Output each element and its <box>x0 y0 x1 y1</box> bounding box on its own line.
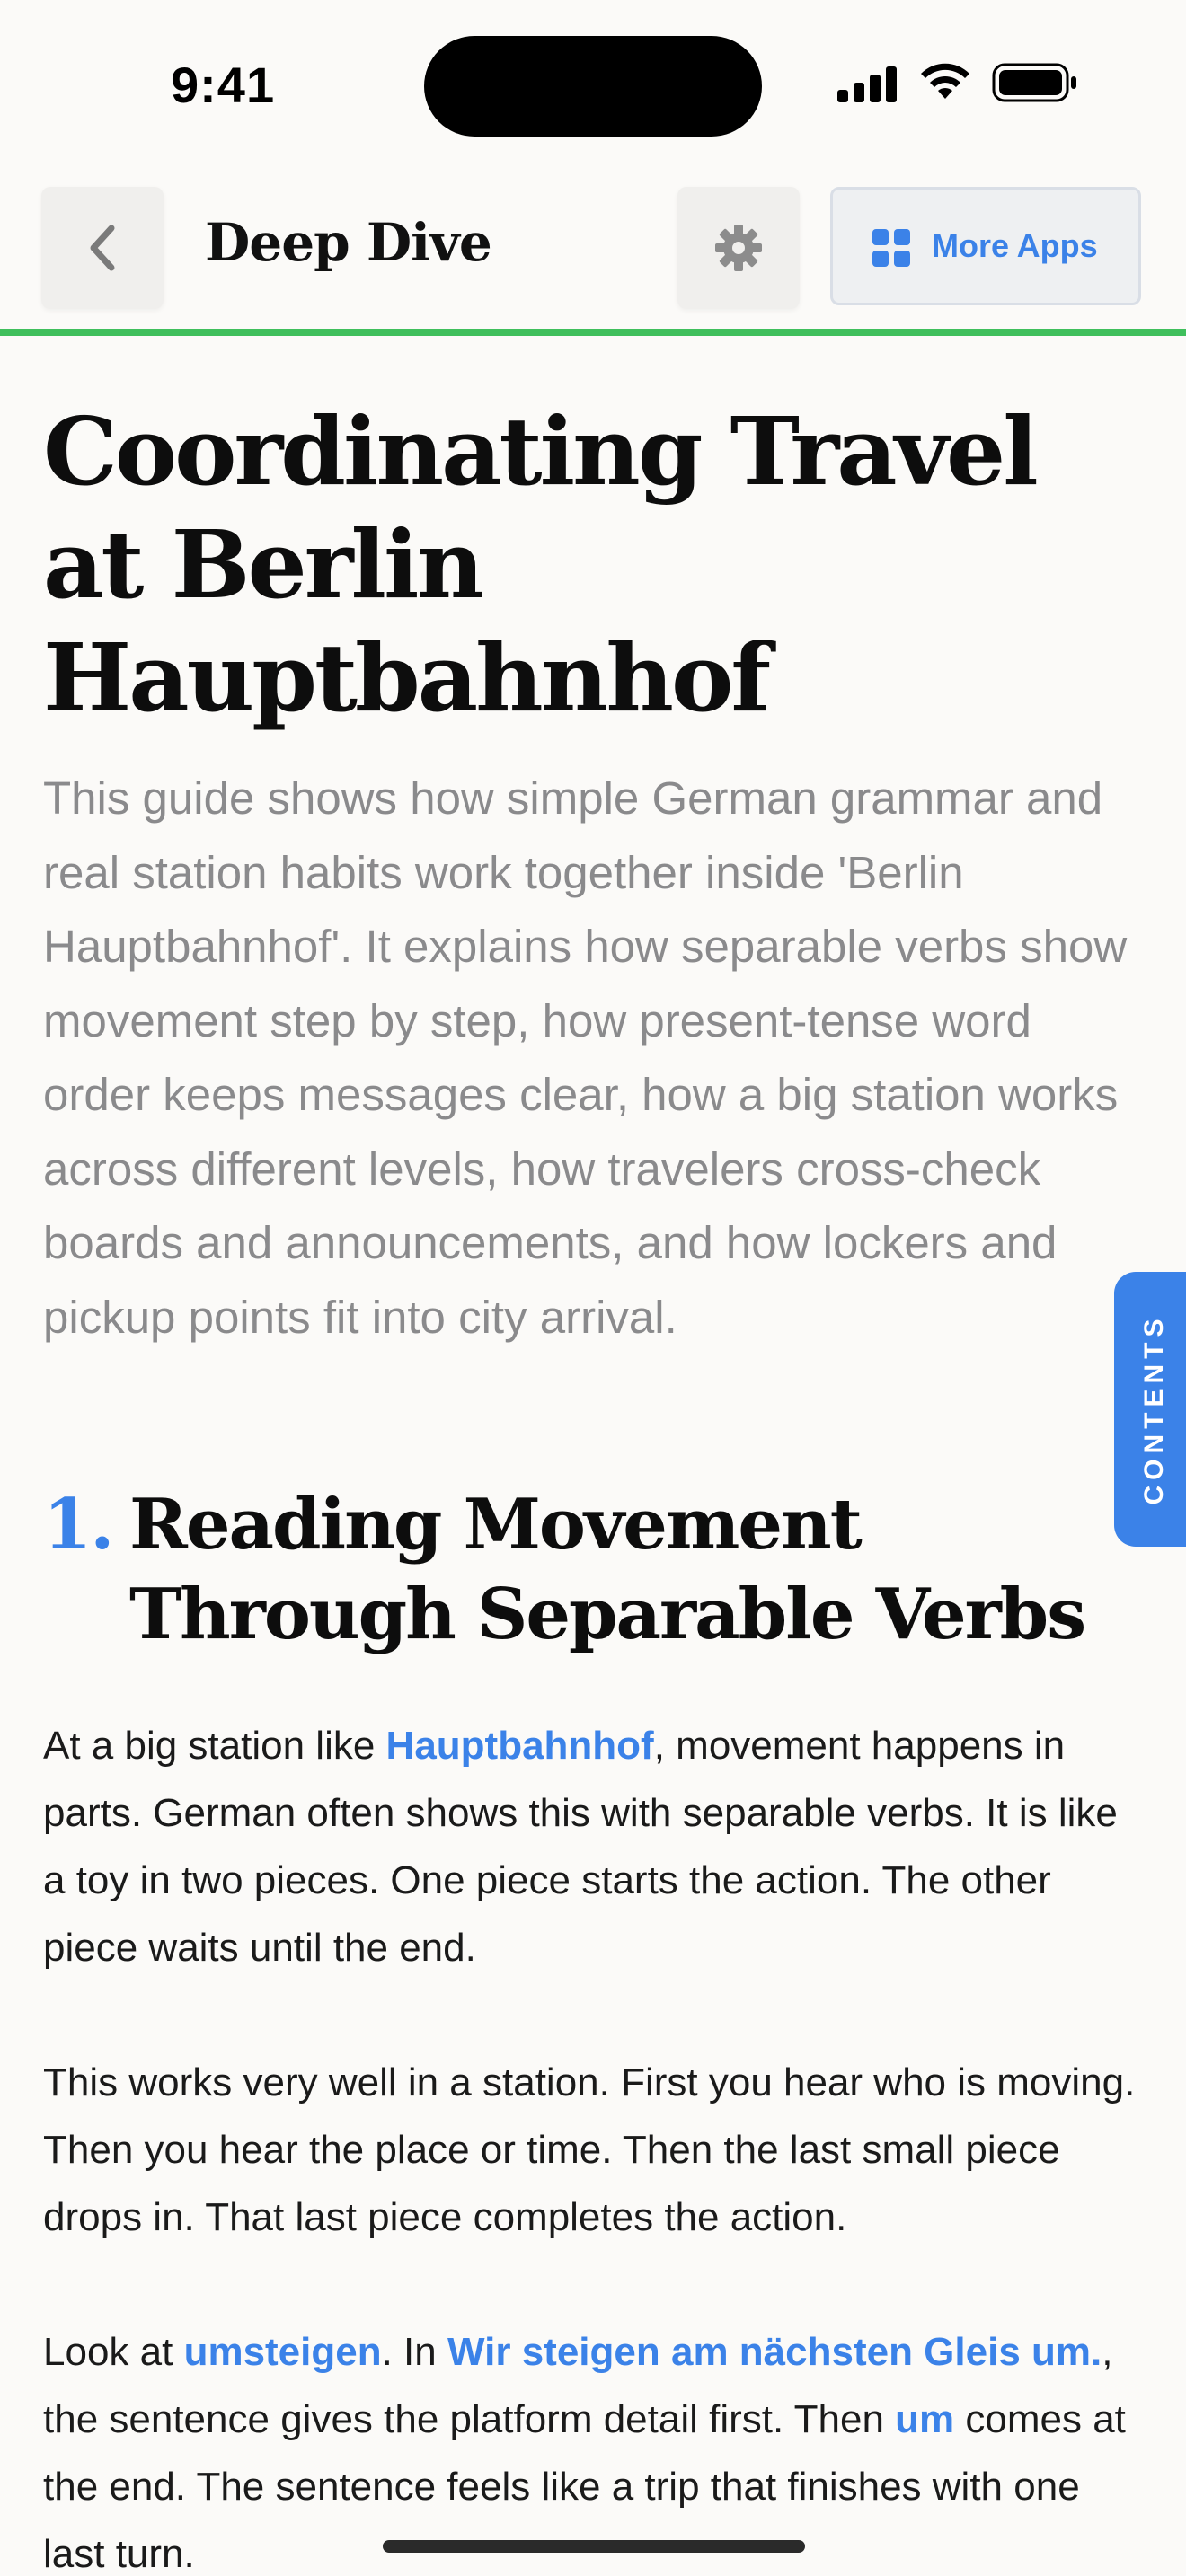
cellular-signal-icon <box>837 66 900 102</box>
section-heading <box>43 1480 1148 1660</box>
contents-tab[interactable] <box>1114 1272 1186 1547</box>
glossary-link-hauptbahnhof[interactable]: Hauptbahnhof <box>385 1724 654 1768</box>
paragraph-1 <box>43 1712 1148 1981</box>
nav-bar <box>0 171 1186 332</box>
paragraph-text: , movement happens in parts. German often shows this with separable verbs. It is like a toy in two pieces. One piece starts the action. The other piece waits until the end. <box>43 1724 1118 1970</box>
chevron-left-icon <box>83 225 122 271</box>
more-apps-button[interactable] <box>830 187 1141 305</box>
paragraph-text: At a big station like <box>43 1724 386 1768</box>
section-number: 1. <box>43 1484 113 1566</box>
article <box>43 395 1148 2576</box>
more-apps-label: More Apps <box>932 227 1098 264</box>
contents-label: CONTENTS <box>1139 1313 1169 1505</box>
paragraph-3 <box>43 2318 1148 2576</box>
home-indicator <box>383 2540 805 2553</box>
article-title: Coordinating Travel at Berlin Hauptbahnhof <box>43 396 1036 733</box>
gear-icon <box>713 223 764 273</box>
paragraph-text: . In <box>381 2330 447 2374</box>
status-bar <box>0 0 1186 171</box>
settings-button[interactable] <box>677 187 800 309</box>
status-time: 9:41 <box>171 57 276 113</box>
grid-icon <box>872 229 910 267</box>
battery-icon <box>992 63 1078 102</box>
paragraph-text: Look at <box>43 2330 184 2374</box>
section-title: Reading Movement Through Separable Verbs <box>129 1484 1085 1655</box>
nav-title: Deep Dive <box>205 212 491 273</box>
back-button[interactable] <box>41 187 164 309</box>
paragraph-text: comes at the end. The sentence feels like a trip that finishes with one last turn. <box>43 2397 1126 2576</box>
glossary-link-example-sentence[interactable]: Wir steigen am nächsten Gleis um. <box>447 2330 1102 2374</box>
article-intro: This guide shows how simple German grammar and real station habits work together inside 'Berlin Hauptbahnhof'. It explains how separable verbs show movement step by step, how present-tense word order keeps messages clear, how a big station works across different levels, how travelers cross-check boards and announcements, and how lockers and pickup points fit into city arrival. <box>43 772 1128 1343</box>
glossary-link-um[interactable]: um <box>895 2397 955 2441</box>
paragraph-text: , the sentence gives the platform detail first. Then <box>43 2330 1113 2441</box>
reading-progress-bar <box>0 329 1186 336</box>
dynamic-island <box>424 36 762 137</box>
wifi-icon <box>918 63 972 102</box>
paragraph-2: This works very well in a station. First you hear who is moving. Then you hear the place or time. Then the last small piece drops in. That last piece completes the action. <box>43 2060 1136 2239</box>
glossary-link-umsteigen[interactable]: umsteigen <box>183 2330 382 2374</box>
